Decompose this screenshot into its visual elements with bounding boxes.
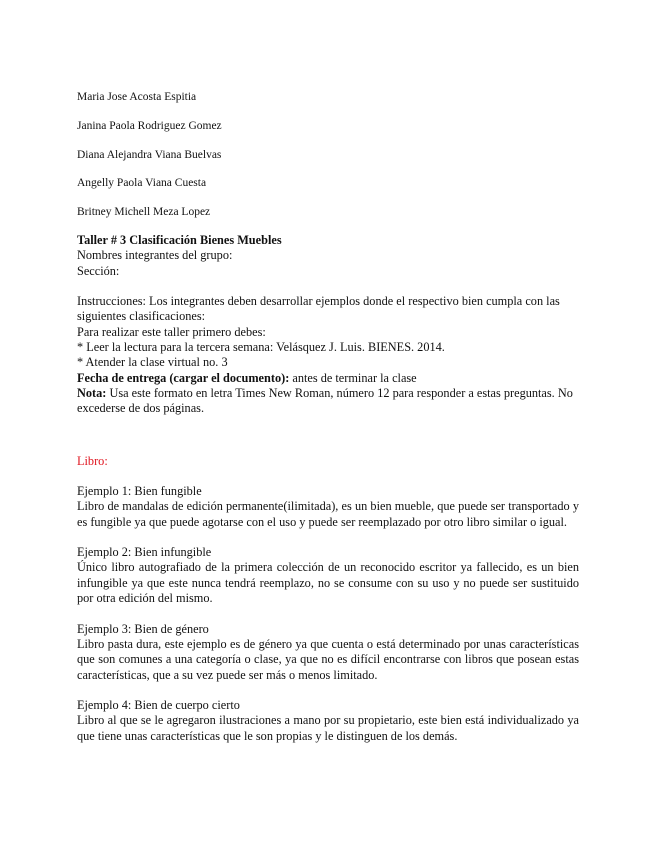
example-block bbox=[77, 484, 579, 530]
prerequisites-intro: Para realizar este taller primero debes: bbox=[77, 324, 266, 339]
section-label: Sección: bbox=[77, 263, 120, 278]
example-body: Libro de mandalas de edición permanente(ilimitada), es un bien mueble, que puede ser transportado y es fungible ya que puede agotarse con el uso y puede ser reemplazado por otro libro similar o igual. bbox=[77, 499, 579, 529]
section-title: Libro: bbox=[77, 454, 108, 468]
prerequisite-item: * Leer la lectura para la tercera semana: Velásquez J. Luis. BIENES. 2014. bbox=[77, 340, 445, 355]
note-text: Usa este formato en letra Times New Roman, número 12 para responder a estas preguntas. No excederse de dos páginas. bbox=[77, 385, 573, 416]
deadline-text: antes de terminar la clase bbox=[289, 370, 417, 385]
member-name: Angelly Paola Viana Cuesta bbox=[77, 177, 207, 190]
note-label: Nota: bbox=[77, 385, 107, 400]
member-name: Janina Paola Rodriguez Gomez bbox=[77, 119, 222, 132]
deadline-line bbox=[77, 371, 582, 386]
example-title: Ejemplo 3: Bien de género bbox=[77, 621, 209, 636]
member-name: Maria Jose Acosta Espitia bbox=[77, 91, 197, 103]
workshop-header bbox=[77, 233, 582, 417]
example-body: Único libro autografiado de la primera colección de un reconocido escritor ya fallecido, es un bien infungible ya que este nunca tendrá reemplazo, no se consume con su uso y no puede ser sustituido por otra edición del mismo. bbox=[77, 560, 579, 606]
workshop-title: Taller # 3 Clasificación Bienes Muebles bbox=[77, 233, 282, 247]
member-name: Britney Michell Meza Lopez bbox=[77, 206, 211, 219]
example-block bbox=[77, 622, 579, 683]
example-body: Libro al que se le agregaron ilustraciones a mano por su propietario, este bien está individualizado ya que tiene unas características que le son propias y le distinguen de los demás. bbox=[77, 713, 579, 743]
spacer bbox=[77, 279, 582, 294]
note-line bbox=[77, 386, 582, 417]
example-block bbox=[77, 698, 579, 744]
example-block bbox=[77, 545, 579, 606]
group-members-list bbox=[77, 90, 222, 234]
example-title: Ejemplo 2: Bien infungible bbox=[77, 545, 212, 560]
instructions-text: Instrucciones: Los integrantes deben desarrollar ejemplos donde el respectivo bien cumpla con las siguientes clasificaciones: bbox=[77, 294, 560, 324]
deadline-label: Fecha de entrega (cargar el documento): bbox=[77, 370, 290, 385]
example-body: Libro pasta dura, este ejemplo es de género ya que cuenta o está determinado por unas características que son comunes a una categoría o clase, ya que no es difícil encontrarse con libros que posean estas características, que a su vez puede ser más o menos limitado. bbox=[77, 636, 579, 682]
group-names-label: Nombres integrantes del grupo: bbox=[77, 248, 233, 263]
examples-list bbox=[77, 484, 579, 759]
example-title: Ejemplo 4: Bien de cuerpo cierto bbox=[77, 698, 240, 713]
example-title: Ejemplo 1: Bien fungible bbox=[77, 484, 202, 498]
prerequisite-item: * Atender la clase virtual no. 3 bbox=[77, 355, 228, 370]
member-name: Diana Alejandra Viana Buelvas bbox=[77, 148, 222, 161]
